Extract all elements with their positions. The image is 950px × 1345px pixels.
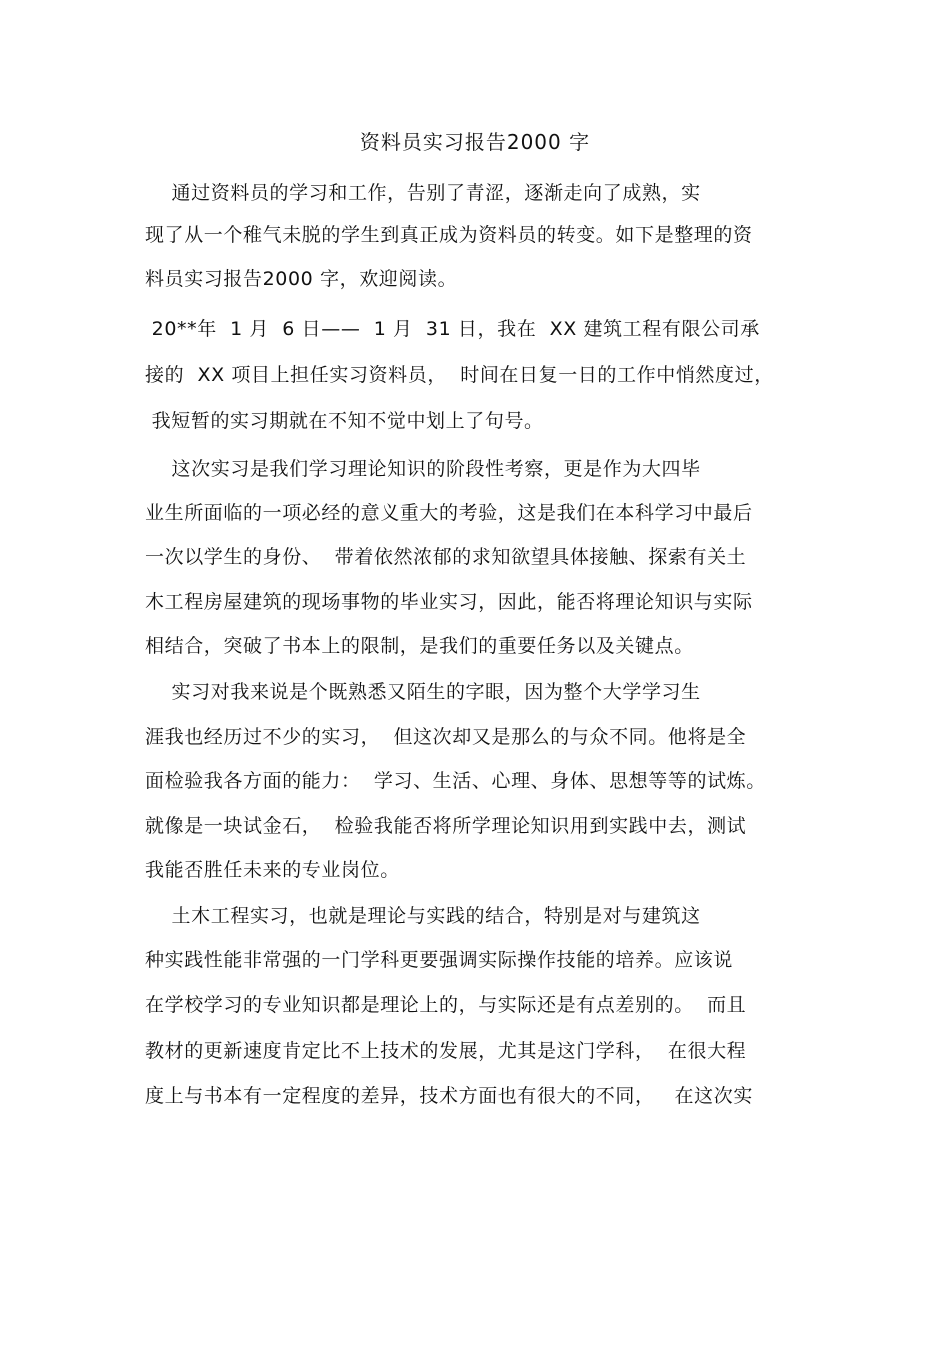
body-line: 种实践性能非常强的一门学科更要强调实际操作技能的培养。应该说: [145, 949, 734, 971]
body-line: 接的 XX 项目上担任实习资料员， 时间在日复一日的工作中悄然度过，: [145, 364, 774, 386]
body-line: 料员实习报告2000 字，欢迎阅读。: [145, 268, 458, 290]
body-line: 我能否胜任未来的专业岗位。: [145, 859, 400, 881]
body-line: 教材的更新速度肯定比不上技术的发展，尤其是这门学科， 在很大程: [145, 1040, 747, 1062]
body-line: 度上与书本有一定程度的差异，技术方面也有很大的不同， 在这次实: [145, 1085, 753, 1107]
body-line: 木工程房屋建筑的现场事物的毕业实习，因此，能否将理论知识与实际: [145, 591, 753, 613]
body-line: 现了从一个稚气未脱的学生到真正成为资料员的转变。如下是整理的资: [145, 224, 753, 246]
body-line: 涯我也经历过不少的实习， 但这次却又是那么的与众不同。他将是全: [145, 726, 747, 748]
body-line: 就像是一块试金石， 检验我能否将所学理论知识用到实践中去，测试: [145, 815, 747, 837]
body-line: 土木工程实习，也就是理论与实践的结合，特别是对与建筑这: [145, 905, 701, 927]
body-line: 通过资料员的学习和工作，告别了青涩，逐渐走向了成熟，实: [145, 182, 701, 204]
body-line: 在学校学习的专业知识都是理论上的，与实际还是有点差别的。 而且: [145, 994, 747, 1016]
body-line: 业生所面临的一项必经的意义重大的考验，这是我们在本科学习中最后: [145, 502, 753, 524]
body-line: 相结合，突破了书本上的限制，是我们的重要任务以及关键点。: [145, 635, 694, 657]
body-line: 这次实习是我们学习理论知识的阶段性考察，更是作为大四毕: [145, 458, 701, 480]
body-line: 一次以学生的身份、 带着依然浓郁的求知欲望具体接触、探索有关土: [145, 546, 747, 568]
body-line: 实习对我来说是个既熟悉又陌生的字眼，因为整个大学学习生: [145, 681, 701, 703]
page-title: 资料员实习报告2000 字: [359, 130, 591, 154]
body-line: 我短暂的实习期就在不知不觉中划上了句号。: [145, 410, 544, 432]
body-line: 20**年 1 月 6 日—— 1 月 31 日，我在 XX 建筑工程有限公司承: [145, 318, 760, 340]
body-line: 面检验我各方面的能力： 学习、生活、心理、身体、思想等等的试炼。: [145, 770, 766, 792]
